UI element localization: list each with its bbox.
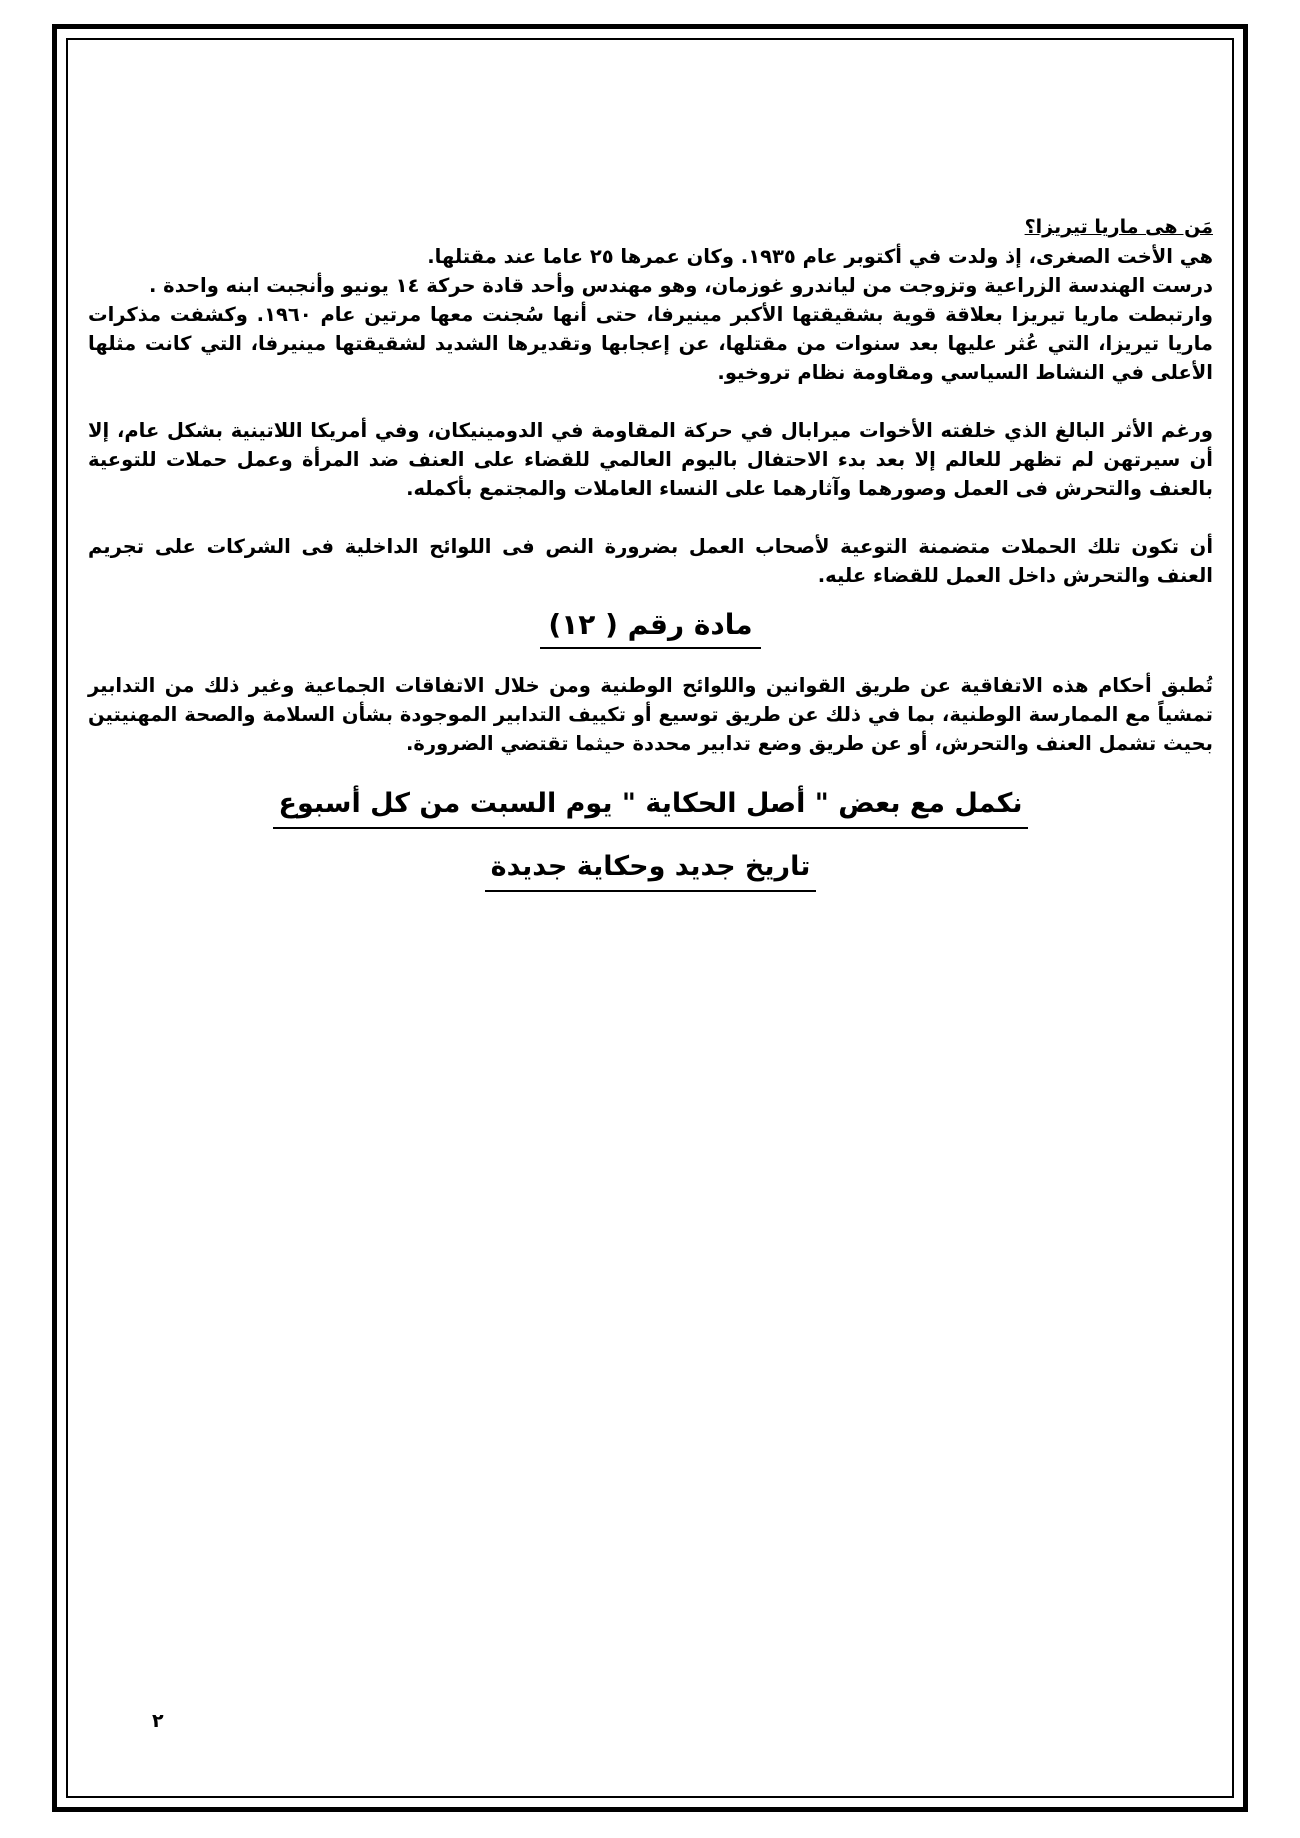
- article-text: تُطبق أحكام هذه الاتفاقية عن طريق القوانين واللوائح الوطنية ومن خلال الاتفاقات الجماعية وغير ذلك من التدابير تمشياً مع الممارسة الوطنية، بما في ذلك عن طريق توسيع أو تكييف التدابير الموجودة بشأن السلامة والصحة المهنيتين بحيث تشمل العنف والتحرش، أو عن طريق وضع تدابير محددة حيثما تقتضي الضرورة.: [88, 674, 1213, 755]
- closing-line-2: تاريخ جديد وحكاية جديدة: [485, 851, 817, 892]
- paragraph-relationship: وارتبطت ماريا تيريزا بعلاقة قوية بشقيقتها الأكبر مينيرفا، حتى أنها سُجنت معها مرتين عام ١٩٦٠. وكشفت مذكرات ماريا تيريزا، التي عُثر عليها بعد سنوات من مقتلها، عن إعجابها وتقديرها الشديد لشقيقتها مينيرفا، التي كانت مثلها الأعلى في النشاط السياسي ومقاومة نظام تروخيو.: [88, 303, 1213, 384]
- article-title: مادة رقم ( ١٢): [540, 608, 760, 649]
- closing-line-1: نكمل مع بعض " أصل الحكاية " يوم السبت من كل أسبوع: [273, 788, 1029, 829]
- closing-line-1-block: [88, 788, 1213, 829]
- page-number: ٢: [152, 1710, 164, 1732]
- article-title-block: [88, 608, 1213, 649]
- paragraph-campaigns: أن تكون تلك الحملات متضمنة التوعية لأصحاب العمل بضرورة النص فى اللوائح الداخلية فى الشركات على تجريم العنف والتحرش داخل العمل للقضاء عليه.: [88, 535, 1213, 587]
- paragraph-legacy: ورغم الأثر البالغ الذي خلفته الأخوات ميرابال في حركة المقاومة في الدومينيكان، وفي أمريكا اللاتينية بشكل عام، إلا أن سيرتهن لم تظهر للعالم إلا بعد بدء الاحتفال باليوم العالمي للقضاء على العنف ضد المرأة وعمل حملات للتوعية بالعنف والتحرش فى العمل وصورهما وآثارهما على النساء العاملات والمجتمع بأكمله.: [88, 419, 1213, 500]
- document-body: [88, 213, 1213, 892]
- paragraph-birth: هي الأخت الصغرى، إذ ولدت في أكتوبر عام ١٩٣٥. وكان عمرها ٢٥ عاما عند مقتلها.: [427, 245, 1213, 268]
- paragraph-education: درست الهندسة الزراعية وتزوجت من لياندرو غوزمان، وهو مهندس وأحد قادة حركة ١٤ يونيو وأنجبت ابنه واحدة .: [148, 274, 1213, 297]
- closing-line-2-block: [88, 851, 1213, 892]
- section-heading: مَن هى ماريا تيريزا؟: [1024, 216, 1213, 238]
